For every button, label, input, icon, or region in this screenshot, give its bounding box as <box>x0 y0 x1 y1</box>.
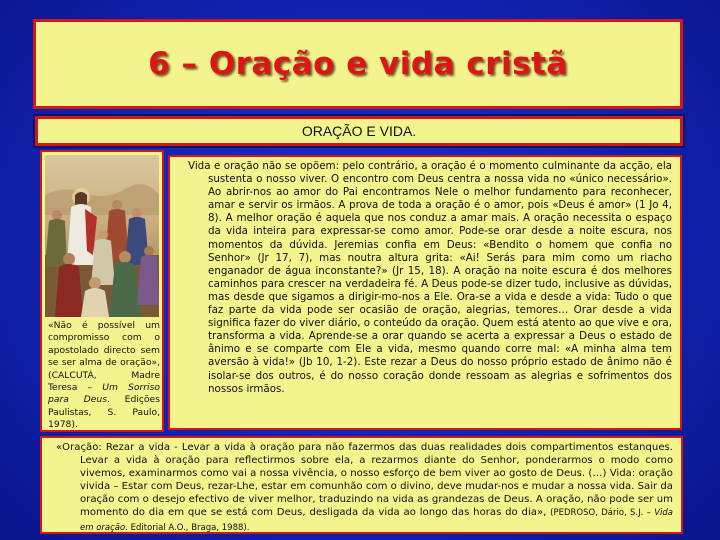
quote-main: «Não é possível um compromisso com o apostolado directo sem se ser alma de oração», (CALCUTÁ, Madre Teresa – <box>48 320 160 394</box>
quote-tail: . Edições Paulistas, S. Paulo, 1978). <box>48 394 160 431</box>
citation-work: Vida em oração <box>80 508 673 533</box>
quote-text <box>48 320 160 432</box>
bottom-body: «Oração: Rezar a vida - Levar a vida à oração para não fazermos das duas realidades dois compartimentos estanques. Levar a vida à oração para reflectirmos sobre ela, a rezarmos diante do Senhor, ponderarmos o modo como vivemos, examinarmos como vai a nossa vivência, o nosso esforço de bem viver ao gosto de Deus. (…) Vida: oração vivida – Estar com Deus, rezar-Lhe, estar em comunhão com o divino, deve mudar-nos e mudar a nossa vida. Sair da oração com o desejo efectivo de viver melhor, traduzindo na vida as grandezas de Deus. A oração, não pode ser um momento do dia em que se está com Deus, desligada da vida ao longo das horas do dia», <box>56 442 673 519</box>
citation-tail: . Editorial A.O., Braga, 1988). <box>125 522 250 533</box>
main-paragraph: Vida e oração não se opõem: pelo contrário, a oração é o momento culminante da acção, ela sustenta o nosso viver. O encontro com Deus centra a nossa vida no «único necessário». Ao abrir-nos ao amor do Pai encontramos Nele o melhor fundamento para reconhecer, amar e servir os irmãos. A prova de toda a oração é o amor, pois «Deus é amor» (1 Jo 4, 8). A melhor oração é aquela que nos conduz a amar mais. A oração necessita o espaço da vida inteira para expressar-se como amor. Pode-se orar desde a noite escura, nos momentos da dúvida. Jeremias confia em Deus: «Bendito o homem que confia no Senhor» (Jr 17, 7), mas noutra altura grita: «Ai! Serás para mim como um riacho enganador de água inconstante?» (Jr 15, 18). A oração na noite escura é dos melhores caminhos para crescer na verdadeira fé. A Deus pode-se dizer tudo, inclusive as dúvidas, mas desde que sigamos a dirigir-mo-nos a Ele. Ora-se a vida e desde a vida: Tudo o que faz parte da vida pode ser ocasião de oração, alegrias, temores… Orar desde a vida significa fazer do viver diário, o conteúdo da oração. Quem está atento ao que vive e ora, transforma a vida. Aprende-se a orar quando se acerta a expressar a Deus o estado de ânimo e se comparte com Ele a vida, mesmo quando corre mal: «A minha alma tem aversão à vida!» (Jb 10, 1-2). Este rezar a Deus do nosso próprio estado de ânimo não é isolar-se dos outros, é do nosso coração donde ressoam as alegrias e sofrimentos dos nossos irmãos. <box>188 160 672 395</box>
main-text-box <box>168 155 682 430</box>
left-panel <box>40 150 164 432</box>
citation-author: (PEDROSO, Dário, S.J. – <box>550 508 655 519</box>
slide-subtitle: ORAÇÃO E VIDA. <box>301 123 417 139</box>
painting-image <box>45 155 159 317</box>
slide-title: 6 – Oração e vida cristã <box>148 46 568 82</box>
quote-book-title: Um Sorriso para Deus <box>48 382 160 406</box>
bottom-paragraph <box>50 441 673 535</box>
subtitle-box <box>35 116 683 146</box>
bottom-quote-box <box>40 436 683 534</box>
title-box <box>33 19 683 109</box>
